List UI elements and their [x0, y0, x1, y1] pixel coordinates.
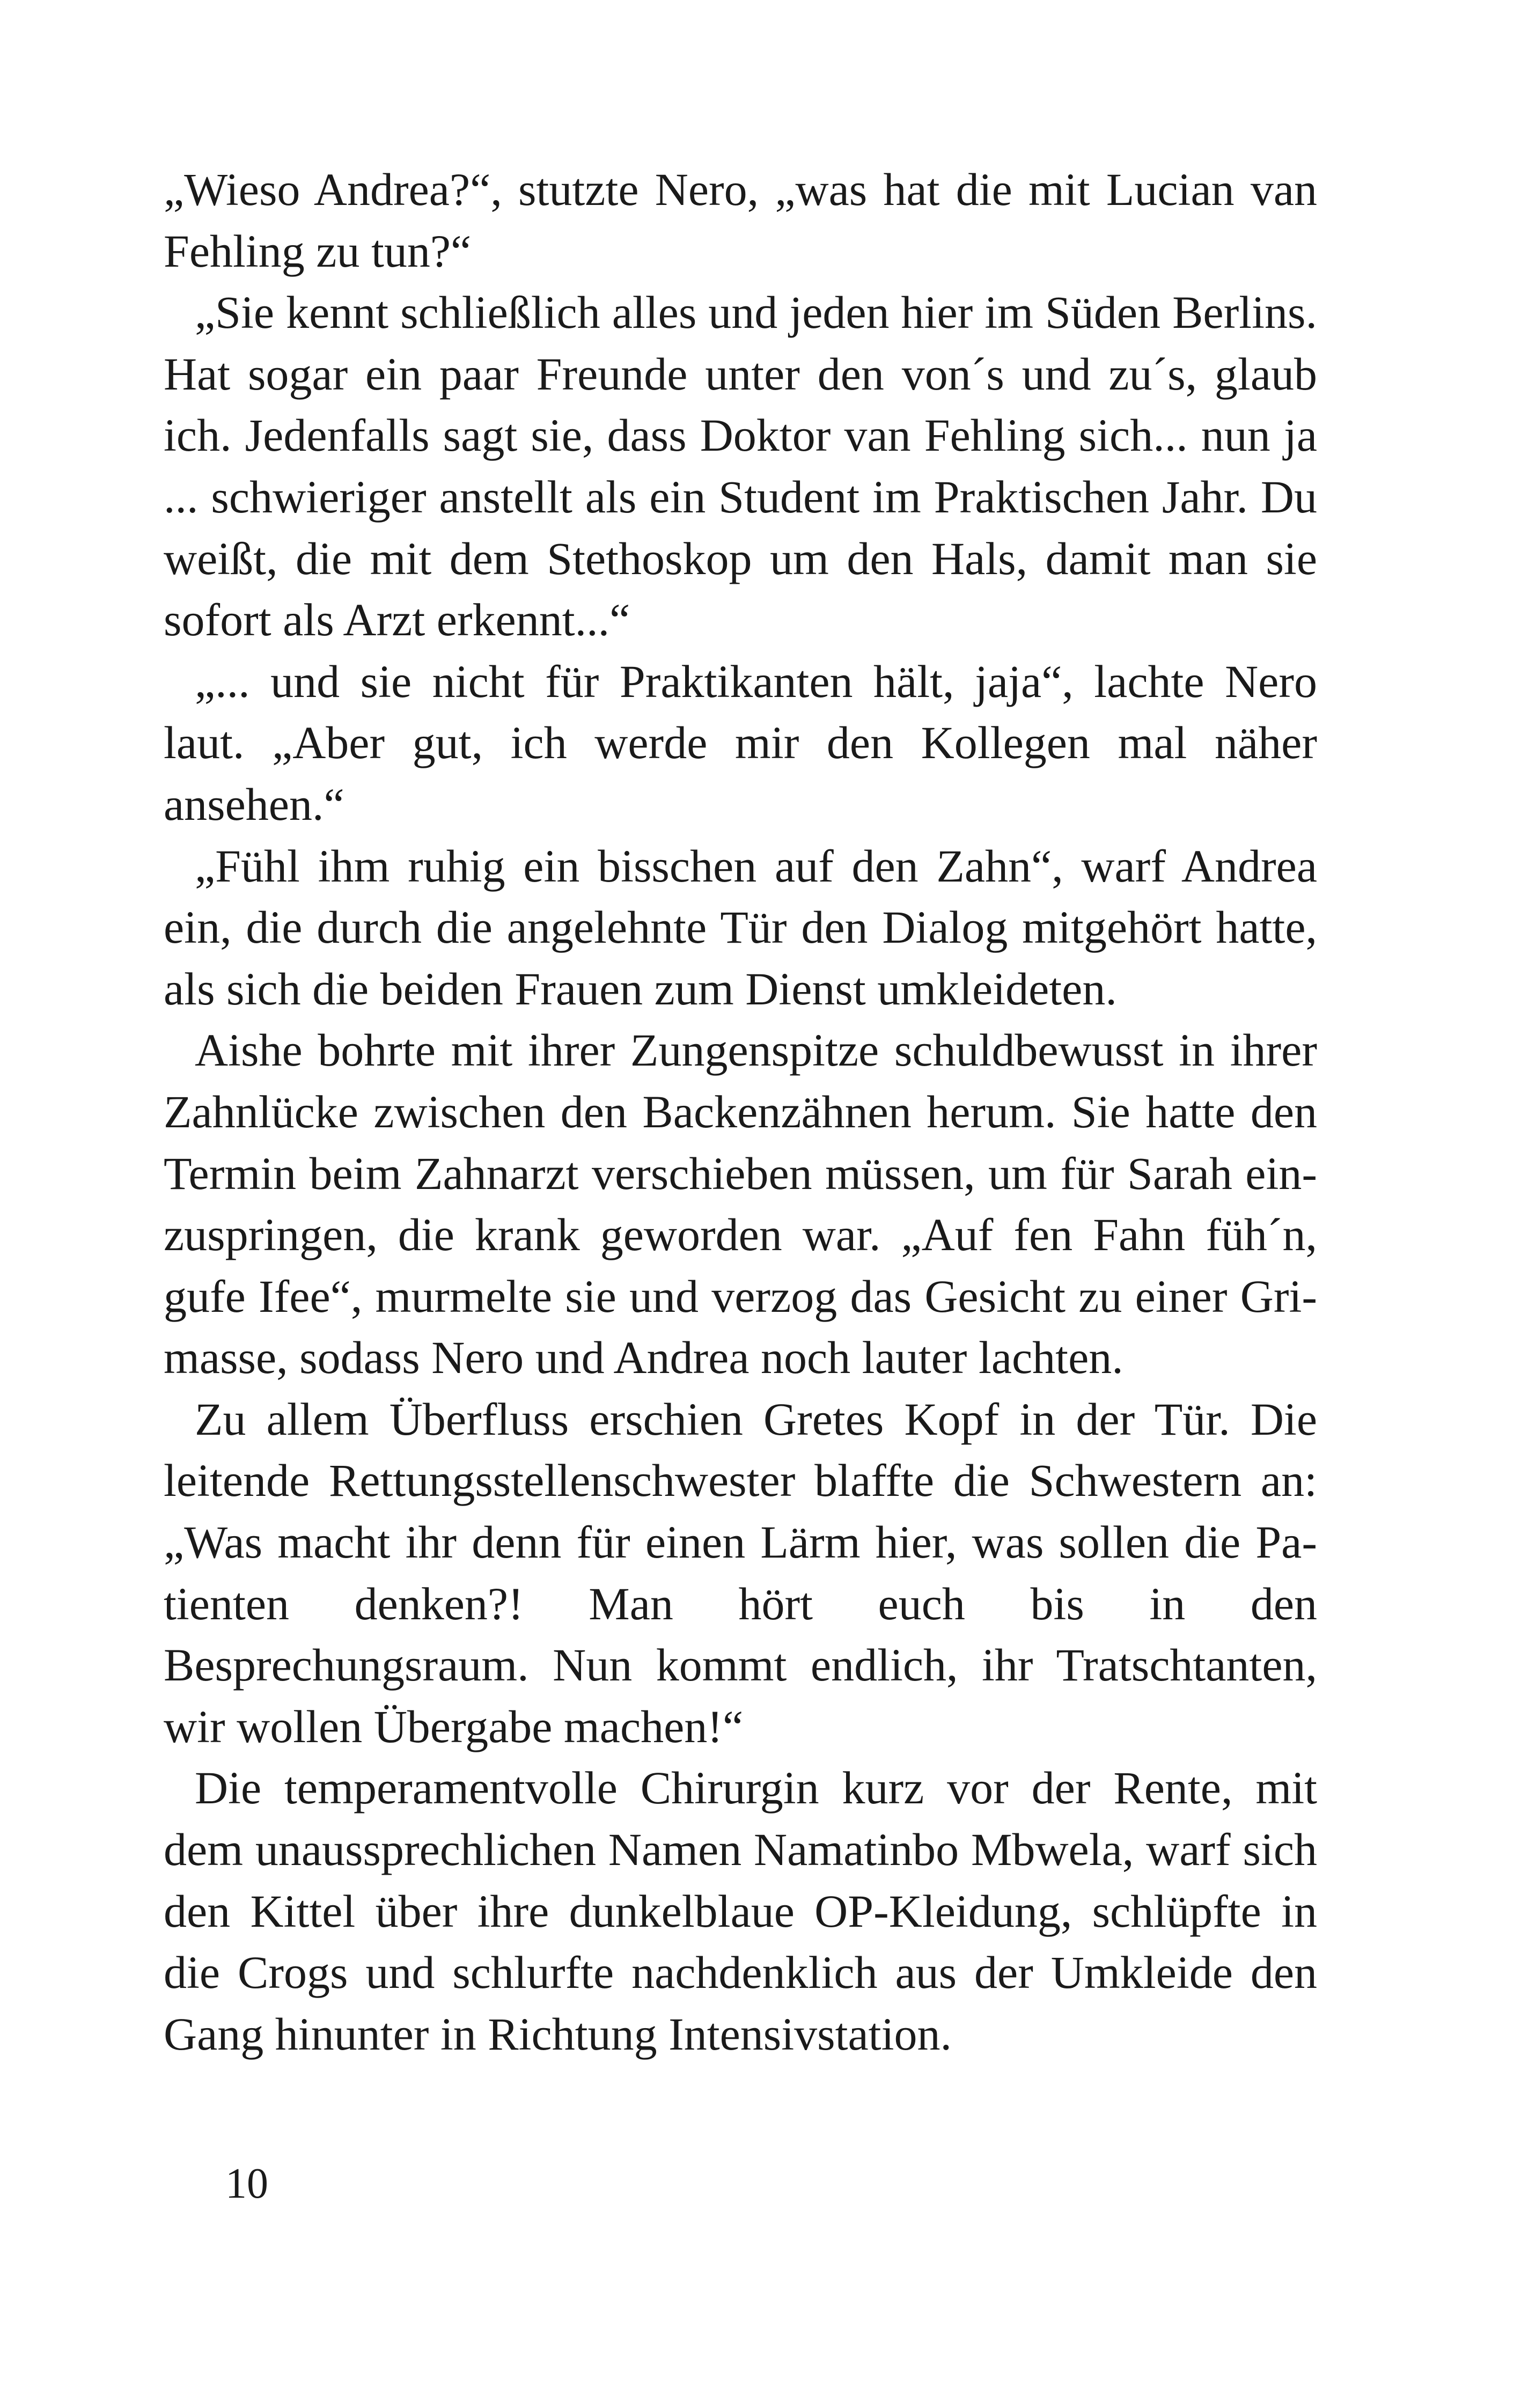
paragraph: „Fühl ihm ruhig ein bisschen auf den Zahn“, warf Andrea ein, die durch die angelehnte Tür den Dialog mitgehört hatte, als sich die beiden Frauen zum Dienst umkleideten. [164, 840, 1317, 1015]
paragraph: „... und sie nicht für Praktikanten hält, jaja“, lachte Nero laut. „Aber gut, ich werde mir den Kollegen mal näher ansehen.“ [164, 655, 1317, 830]
paragraph: Die temperamentvolle Chirurgin kurz vor der Rente, mit dem unaussprechlichen Namen Namatinbo Mbwela, warf sich den Kittel über ihre dunkelblaue OP-Kleidung, schlüpfte in die Crogs und schlurfte nachdenklich aus der Umkleide den Gang hinunter in Richtung Intensivstation. [164, 1762, 1317, 2060]
paragraph: „Wieso Andrea?“, stutzte Nero, „was hat die mit Lucian van Fehling zu tun?“ [164, 164, 1317, 277]
paragraph: Zu allem Überfluss erschien Gretes Kopf in der Tür. Die leitende Rettungsstellenschwester blaffte die Schwestern an: „Was macht ihr denn für einen Lärm hier, was sollen die Patienten denken?! Man hört euch bis in den Besprechungsraum. Nun kommt endlich, ihr Tratschtanten, wir wollen Übergabe machen!“ [164, 1393, 1317, 1752]
paragraph: Aishe bohrte mit ihrer Zungenspitze schuldbewusst in ihrer Zahnlücke zwischen den Backenzähnen herum. Sie hatte den Termin beim Zahnarzt verschieben müssen, um für Sarah einzuspringen, die krank geworden war. „Auf fen Fahn füh´n, gufe Ifee“, murmelte sie und verzog das Gesicht zu einer Grimasse, sodass Nero und Andrea noch lauter lachten. [164, 1024, 1317, 1384]
paragraph: „Sie kennt schließlich alles und jeden hier im Süden Berlins. Hat sogar ein paar Freunde unter den von´s und zu´s, glaub ich. Jedenfalls sagt sie, dass Doktor van Fehling sich... nun ja ... schwieriger anstellt als ein Student im Praktischen Jahr. Du weißt, die mit dem Stethoskop um den Hals, damit man sie sofort als Arzt erkennt...“ [164, 287, 1317, 646]
body-text [164, 159, 1317, 2065]
page-number: 10 [225, 2160, 268, 2207]
